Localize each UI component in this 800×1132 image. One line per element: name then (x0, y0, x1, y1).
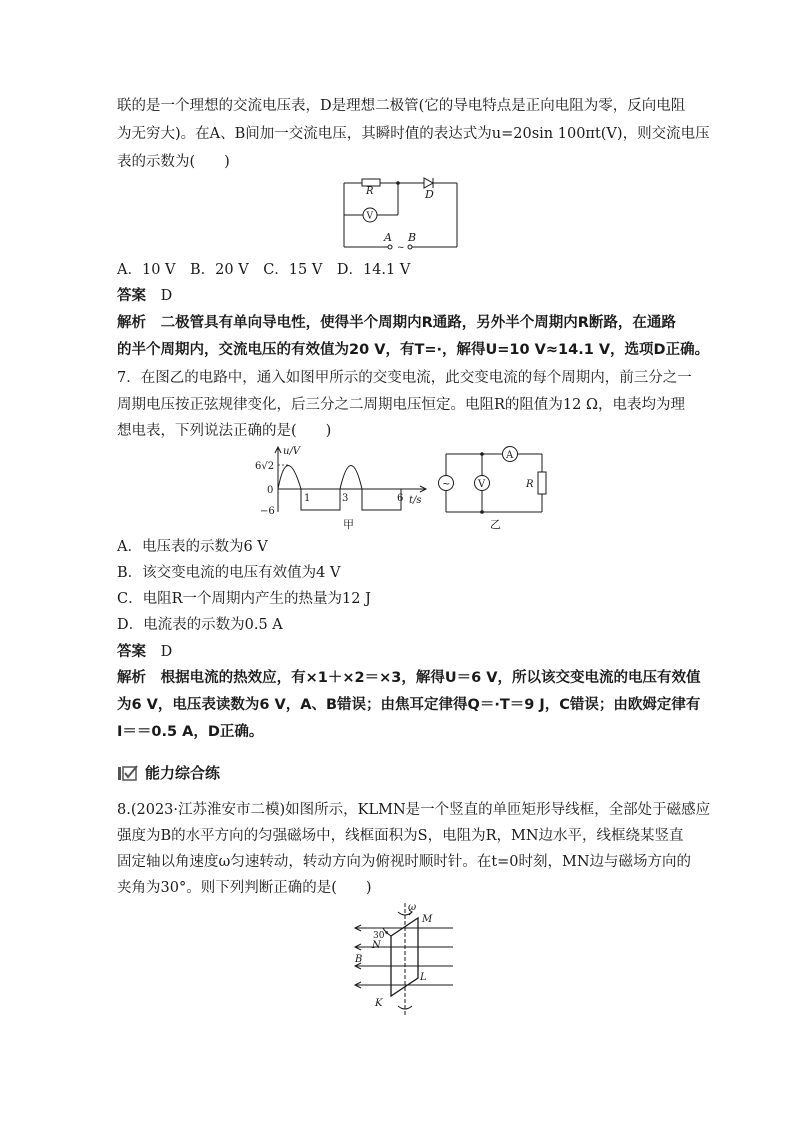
graph-y-top-label: 6√2 (255, 461, 275, 472)
graph-y-bottom-label: −6 (260, 506, 275, 517)
q6-fig-b-label: B (408, 231, 417, 244)
graph-zero-label: 0 (267, 485, 274, 496)
q7-stem-line-1: 7．在图乙的电路中，通入如图甲所示的交变电流，此交变电流的每个周期内，前三分之一 (117, 370, 692, 386)
q7-fig-v-label: V (478, 479, 486, 490)
q7-fig-tilde: ~ (442, 479, 451, 490)
graph-y-unit-label: u/V (283, 446, 301, 457)
section-heading (117, 762, 220, 783)
q7-analysis-row (117, 668, 700, 688)
q7-answer-label: 答案 (117, 644, 146, 660)
q6-analysis-line-2: 的半个周期内，交流电压的有效值为20 V，有T=·，解得U=10 V≈14.1 V，选项D正确。 (117, 342, 710, 358)
q7-analysis-line-2: 为6 V，电压表读数为6 V，A、B错误；由焦耳定律得Q＝·T＝9 J，C错误；由欧姆定律有 (117, 697, 701, 713)
q8-stem-line-4: 夹角为30°。则下列判断正确的是( ) (117, 880, 372, 896)
section-title: 能力综合练 (145, 764, 221, 782)
q7-fig-a-label: A (506, 450, 514, 461)
q7-circuit-figure (434, 444, 554, 534)
q7-option-a: A．电压表的示数为6 V (117, 539, 268, 555)
q8-fig-k: K (375, 998, 383, 1009)
q6-stem-line-2: 为无穷大)。在A、B间加一交流电压，其瞬时值的表达式为u=20sin 100πt(V)，则交流电压 (117, 126, 710, 142)
q8-stem-line-3: 固定轴以角速度ω匀速转动，转动方向为俯视时顺时针。在t=0时刻，MN边与磁场方向的 (117, 854, 692, 870)
q8-fig-omega: ω (408, 902, 417, 913)
q6-answer-label: 答案 (117, 288, 146, 304)
q7-option-d: D．电流表的示数为0.5 A (117, 617, 283, 633)
graph-t1-label: 1 (304, 493, 311, 504)
q8-fig-angle: 30° (373, 931, 389, 941)
q6-analysis-line-1: 二极管具有单向导电性，使得半个周期内R通路，另外半个周期内R断路，在通路 (160, 315, 676, 331)
q7-analysis-line-1: 根据电流的热效应，有×1＋×2＝×3，解得U＝6 V，所以该交变电流的电压有效值 (160, 670, 701, 686)
q6-analysis-label: 解析 (117, 315, 146, 331)
q6-fig-r-label: R (366, 186, 374, 197)
q8-fig-m: M (422, 914, 433, 925)
q7-stem-line-2: 周期电压按正弦规律变化，后三分之二周期电压恒定。电阻R的阻值为12 Ω，电表均为理 (117, 397, 685, 413)
q6-fig-a-label: A (384, 231, 392, 244)
q7-fig-r-label: R (526, 479, 534, 490)
q6-fig-tilde: ~ (397, 243, 405, 253)
q7-voltage-graph (253, 444, 433, 536)
graph-t6-label: 6 (397, 493, 404, 504)
checkbox-icon (117, 764, 139, 782)
q8-stem-line-1: 8.(2023·江苏淮安市二模)如图所示，KLMN是一个竖直的单匝矩形导线框，全部处于磁感应 (117, 802, 711, 818)
q6-answer-row (117, 286, 172, 306)
graph-caption: 甲 (343, 518, 354, 531)
q8-fig-n: N (372, 940, 381, 951)
graph-t3-label: 3 (342, 493, 349, 504)
q8-fig-l: L (420, 972, 427, 983)
q6-circuit-figure (340, 175, 465, 255)
q6-options: A．10 V B．20 V C．15 V D．14.1 V (117, 262, 411, 278)
q6-answer: D (160, 288, 173, 304)
q7-answer-row (117, 642, 172, 662)
graph-x-unit-label: t/s (409, 495, 422, 506)
q6-analysis-row (117, 313, 676, 333)
q6-stem-line-1: 联的是一个理想的交流电压表，D是理想二极管(它的导电特点是正向电阻为零，反向电阻 (117, 98, 686, 114)
q7-analysis-line-3: I＝＝0.5 A，D正确。 (117, 724, 264, 740)
q7-stem-line-3: 想电表，下列说法正确的是( ) (117, 423, 332, 439)
q7-fig-caption: 乙 (490, 518, 501, 531)
q6-fig-d-label: D (425, 188, 434, 201)
q8-loop-figure (345, 898, 465, 1023)
q7-option-b: B．该交变电流的电压有效值为4 V (117, 565, 341, 581)
q7-analysis-label: 解析 (117, 670, 146, 686)
q8-fig-b: B (355, 954, 363, 965)
q6-stem-line-3: 表的示数为( ) (117, 154, 230, 170)
q7-answer: D (160, 644, 173, 660)
q7-option-c: C．电阻R一个周期内产生的热量为12 J (117, 591, 371, 607)
q6-fig-v-label: V (366, 211, 373, 222)
q8-stem-line-2: 强度为B的水平方向的匀强磁场中，线框面积为S，电阻为R，MN边水平，线框绕某竖直 (117, 828, 684, 844)
